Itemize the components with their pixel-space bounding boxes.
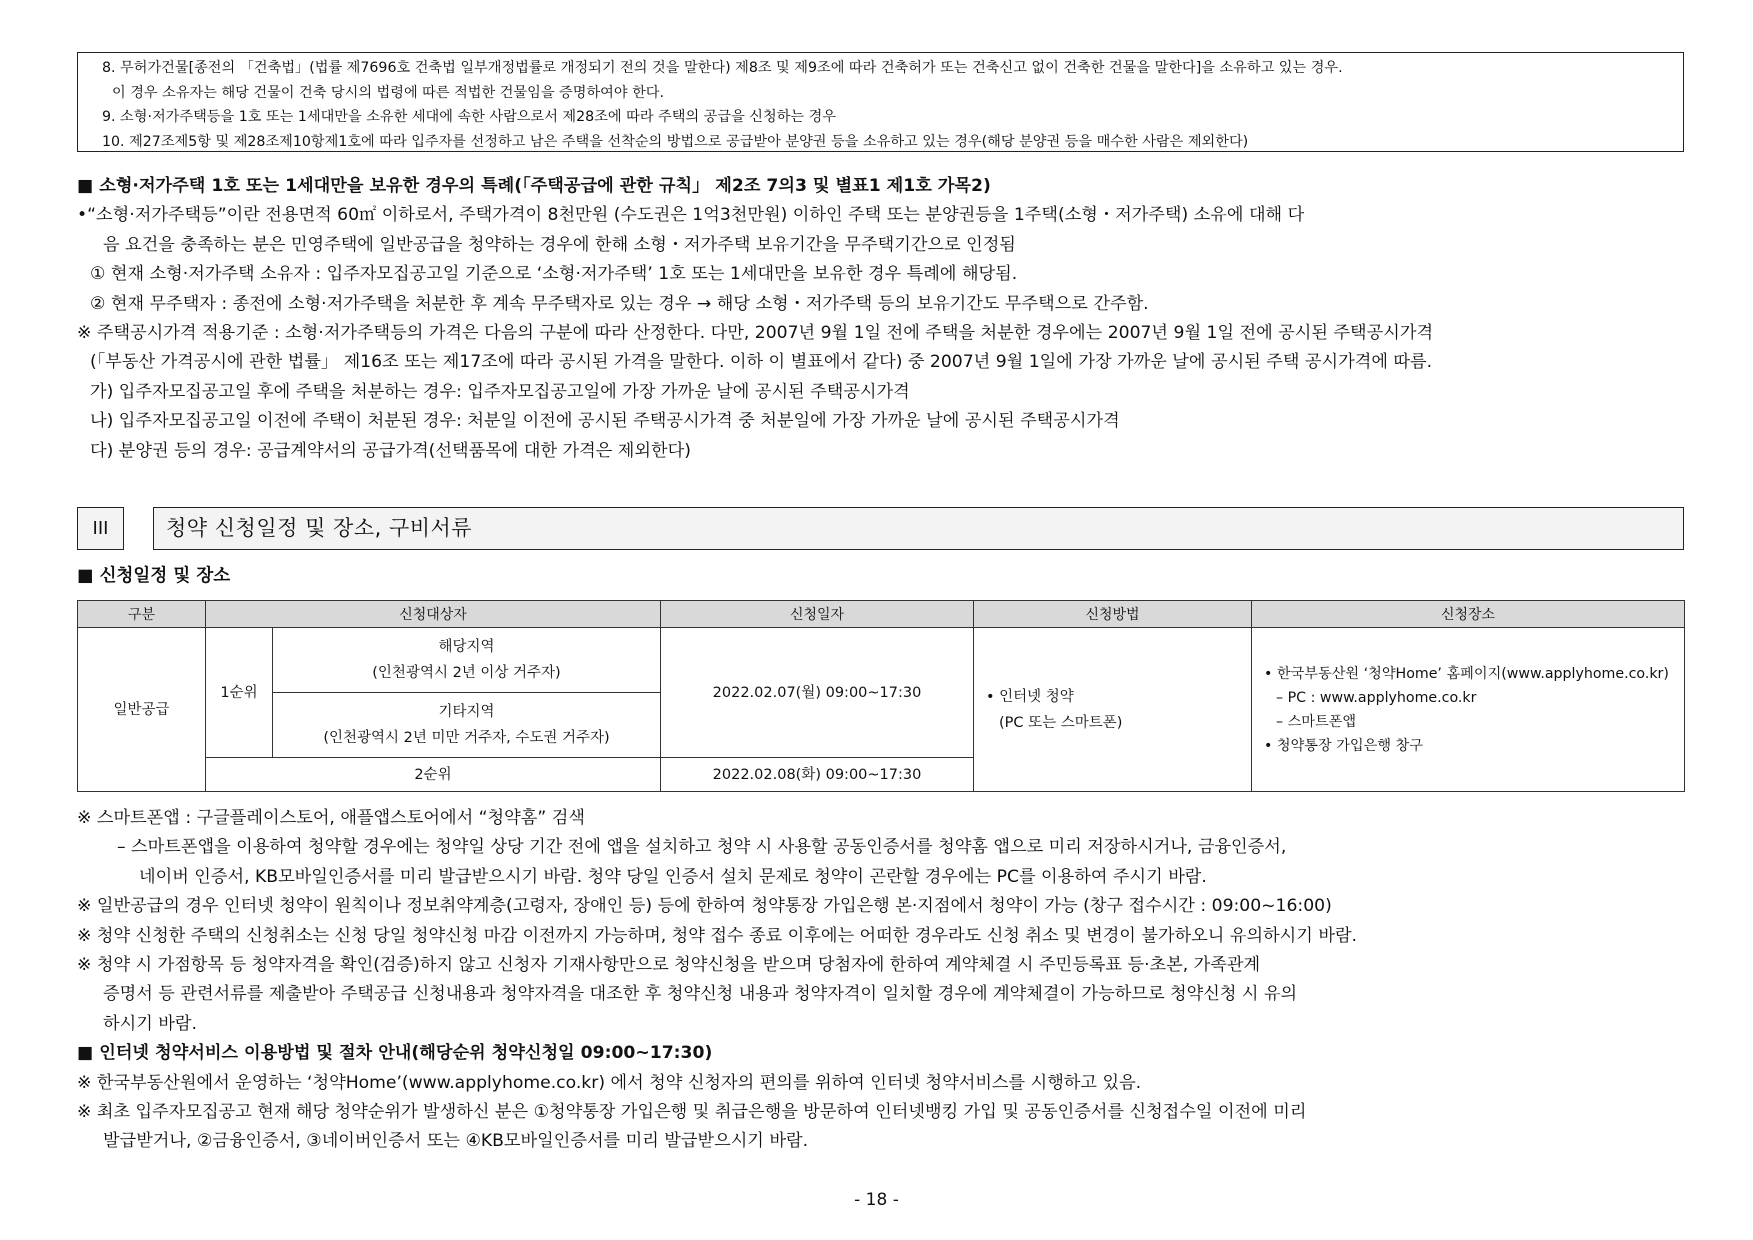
note-certificate: ※ 최초 입주자모집공고 현재 해당 청약순위가 발생하신 분은 ①청약통장 가입은행 및 취급은행을 방문하여 인터넷뱅킹 가입 및 공동인증서를 신청접수일 이전에 미리 [77, 1101, 1307, 1122]
special-case-heading: ■ 소형·저가주택 1호 또는 1세대만을 보유한 경우의 특례(「주택공급에 관한 규칙」 제2조 7의3 및 별표1 제1호 가목2) [77, 176, 991, 196]
note-smartphone-app: ※ 스마트폰앱 : 구글플레이스토어, 애플앱스토어에서 “청약홈” 검색 [77, 808, 585, 828]
place-line-4: • 청약통장 가입은행 창구 [1264, 737, 1423, 754]
method-cell [974, 628, 1252, 792]
note-verification: ※ 청약 시 가점항목 등 청약자격을 확인(검증)하지 않고 신청자 기재사항만으로 청약신청을 받으며 당첨자에 한하여 계약체결 시 주민등록표 등·초본, 가족관계 [77, 954, 1261, 975]
price-criteria-note-continued: (「부동산 가격공시에 관한 법률」 제16조 또는 제17조에 따라 공시된 가격을 말한다. 이하 이 별표에서 같다) 중 2007년 9월 1일에 가장 가까운 날에 공시된 주택 공시가격에 따름. [90, 352, 1433, 373]
table-row [78, 628, 1685, 693]
note-smartphone-detail: – 스마트폰앱을 이용하여 청약할 경우에는 청약일 상당 기간 전에 앱을 설치하고 청약 시 사용할 공동인증서를 청약홈 앱으로 미리 저장하시거나, 금융인증서, [117, 837, 1287, 858]
price-criteria-item-da: 다) 분양권 등의 경우: 공급계약서의 공급가격(선택품목에 대한 가격은 제외한다) [90, 440, 691, 461]
schedule-heading: ■ 신청일정 및 장소 [77, 566, 231, 586]
header-place: 신청장소 [1252, 601, 1685, 628]
place-line-2: – PC : www.applyhome.co.kr [1276, 689, 1477, 706]
rank2-cell: 2순위 [206, 758, 661, 792]
other-area-cell [273, 693, 661, 758]
header-applicants: 신청대상자 [206, 601, 661, 628]
notes-section [77, 804, 1727, 1157]
note-verification-continued: 증명서 등 관련서류를 제출받아 주택공급 신청내용과 청약자격을 대조한 후 청약신청 내용과 청약자격이 일치할 경우에 계약체결이 가능하므로 청약신청 시 유의 [103, 984, 1298, 1005]
local-area-desc: (인천광역시 2년 이상 거주자) [372, 665, 561, 681]
section-number-box: III [77, 507, 124, 550]
note-certificate-continued: 발급받거나, ②금융인증서, ③네이버인증서 또는 ④KB모바일인증서를 미리 발급받으시기 바람. [103, 1131, 809, 1152]
other-area-name: 기타지역 [438, 704, 495, 720]
schedule-table [77, 600, 1685, 792]
other-area-desc: (인천광역시 2년 미만 거주자, 수도권 거주자) [323, 730, 610, 746]
price-criteria-note: ※ 주택공시가격 적용기준 : 소형·저가주택등의 가격은 다음의 구분에 따라 산정한다. 다만, 2007년 9월 1일 전에 주택을 처분한 경우에는 2007년 9월 1일 전에 공시된 주택공시가격 [77, 322, 1434, 343]
rank1-cell: 1순위 [206, 628, 273, 758]
local-area-cell [273, 628, 661, 693]
special-case-item-2: ② 현재 무주택자 : 종전에 소형·저가주택을 처분한 후 계속 무주택자로 있는 경우 → 해당 소형・저가주택 등의 보유기간도 무주택으로 간주함. [90, 293, 1149, 314]
note-general-supply: ※ 일반공급의 경우 인터넷 청약이 원칙이나 정보취약계층(고령자, 장애인 등) 등에 한하여 청약통장 가입은행 본·지점에서 청약이 가능 (창구 접수시간 : 09:00~16:00) [77, 896, 1332, 917]
table-header-row [78, 601, 1685, 628]
note-applyhome: ※ 한국부동산원에서 운영하는 ‘청약Home’(www.applyhome.co.kr) 에서 청약 신청자의 편의를 위하여 인터넷 청약서비스를 시행하고 있음. [77, 1072, 1142, 1093]
list-item-9: 9. 소형·저가주택등을 1호 또는 1세대만을 소유한 세대에 속한 사람으로서 제28조에 따라 주택의 공급을 신청하는 경우 [102, 109, 837, 125]
method-line-1: • 인터넷 청약 [986, 688, 1074, 705]
internet-service-heading: ■ 인터넷 청약서비스 이용방법 및 절차 안내(해당순위 청약신청일 09:00~17:30) [77, 1043, 713, 1064]
note-smartphone-detail-continued: 네이버 인증서, KB모바일인증서를 미리 발급받으시기 바람. 청약 당일 인증서 설치 문제로 청약이 곤란할 경우에는 PC를 이용하여 주시기 바람. [139, 866, 1207, 887]
section-title-bar: 청약 신청일정 및 장소, 구비서류 [153, 507, 1684, 550]
place-line-3: – 스마트폰앱 [1276, 713, 1357, 730]
local-area-name: 해당지역 [438, 639, 495, 655]
ineligibility-list-box [77, 52, 1684, 152]
category-cell: 일반공급 [78, 628, 206, 792]
list-item-8: 8. 무허가건물[종전의 「건축법」(법률 제7696호 건축법 일부개정법률로 개정되기 전의 것을 말한다) 제8조 및 제9조에 따라 건축허가 또는 건축신고 없이 건축한 건물을 말한다]을 소유하고 있는 경우. [102, 60, 1343, 76]
rank1-date-cell: 2022.02.07(월) 09:00~17:30 [661, 628, 974, 758]
special-case-definition: •“소형·저가주택등”이란 전용면적 60㎡ 이하로서, 주택가격이 8천만원 (수도권은 1억3천만원) 이하인 주택 또는 분양권등을 1주택(소형・저가주택) 소유에 대해 다 [77, 205, 1305, 226]
header-category: 구분 [78, 601, 206, 628]
note-cancellation: ※ 청약 신청한 주택의 신청취소는 신청 당일 청약신청 마감 이전까지 가능하며, 청약 접수 종료 이후에는 어떠한 경우라도 신청 취소 및 변경이 불가하오니 유의하시기 바람. [77, 925, 1358, 946]
header-date: 신청일자 [661, 601, 974, 628]
header-method: 신청방법 [974, 601, 1252, 628]
price-criteria-item-na: 나) 입주자모집공고일 이전에 주택이 처분된 경우: 처분일 이전에 공시된 주택공시가격 중 처분일에 가장 가까운 날에 공시된 주택공시가격 [90, 411, 1120, 432]
page-number: - 18 - [854, 1190, 899, 1210]
special-case-section [77, 172, 1727, 466]
place-line-1: • 한국부동산원 ‘청약Home’ 홈페이지(www.applyhome.co.kr) [1264, 665, 1669, 682]
method-line-2: (PC 또는 스마트폰) [999, 714, 1123, 731]
list-item-10: 10. 제27조제5항 및 제28조제10항제1호에 따라 입주자를 선정하고 남은 주택을 선착순의 방법으로 공급받아 분양권 등을 소유하고 있는 경우(해당 분양권 등을 매수한 사람은 제외한다) [102, 133, 1249, 150]
list-item-8-continued: 이 경우 소유자는 해당 건물이 건축 당시의 법령에 따른 적법한 건물임을 증명하여야 한다. [112, 84, 665, 101]
place-cell [1252, 628, 1685, 792]
price-criteria-item-ga: 가) 입주자모집공고일 후에 주택을 처분하는 경우: 입주자모집공고일에 가장 가까운 날에 공시된 주택공시가격 [90, 381, 910, 402]
note-verification-end: 하시기 바람. [103, 1013, 197, 1034]
special-case-item-1: ① 현재 소형·저가주택 소유자 : 입주자모집공고일 기준으로 ‘소형·저가주택’ 1호 또는 1세대만을 보유한 경우 특례에 해당됨. [90, 264, 1018, 285]
rank2-date-cell: 2022.02.08(화) 09:00~17:30 [661, 758, 974, 792]
special-case-definition-continued: 음 요건을 충족하는 분은 민영주택에 일반공급을 청약하는 경우에 한해 소형・저가주택 보유기간을 무주택기간으로 인정됨 [103, 234, 1016, 255]
